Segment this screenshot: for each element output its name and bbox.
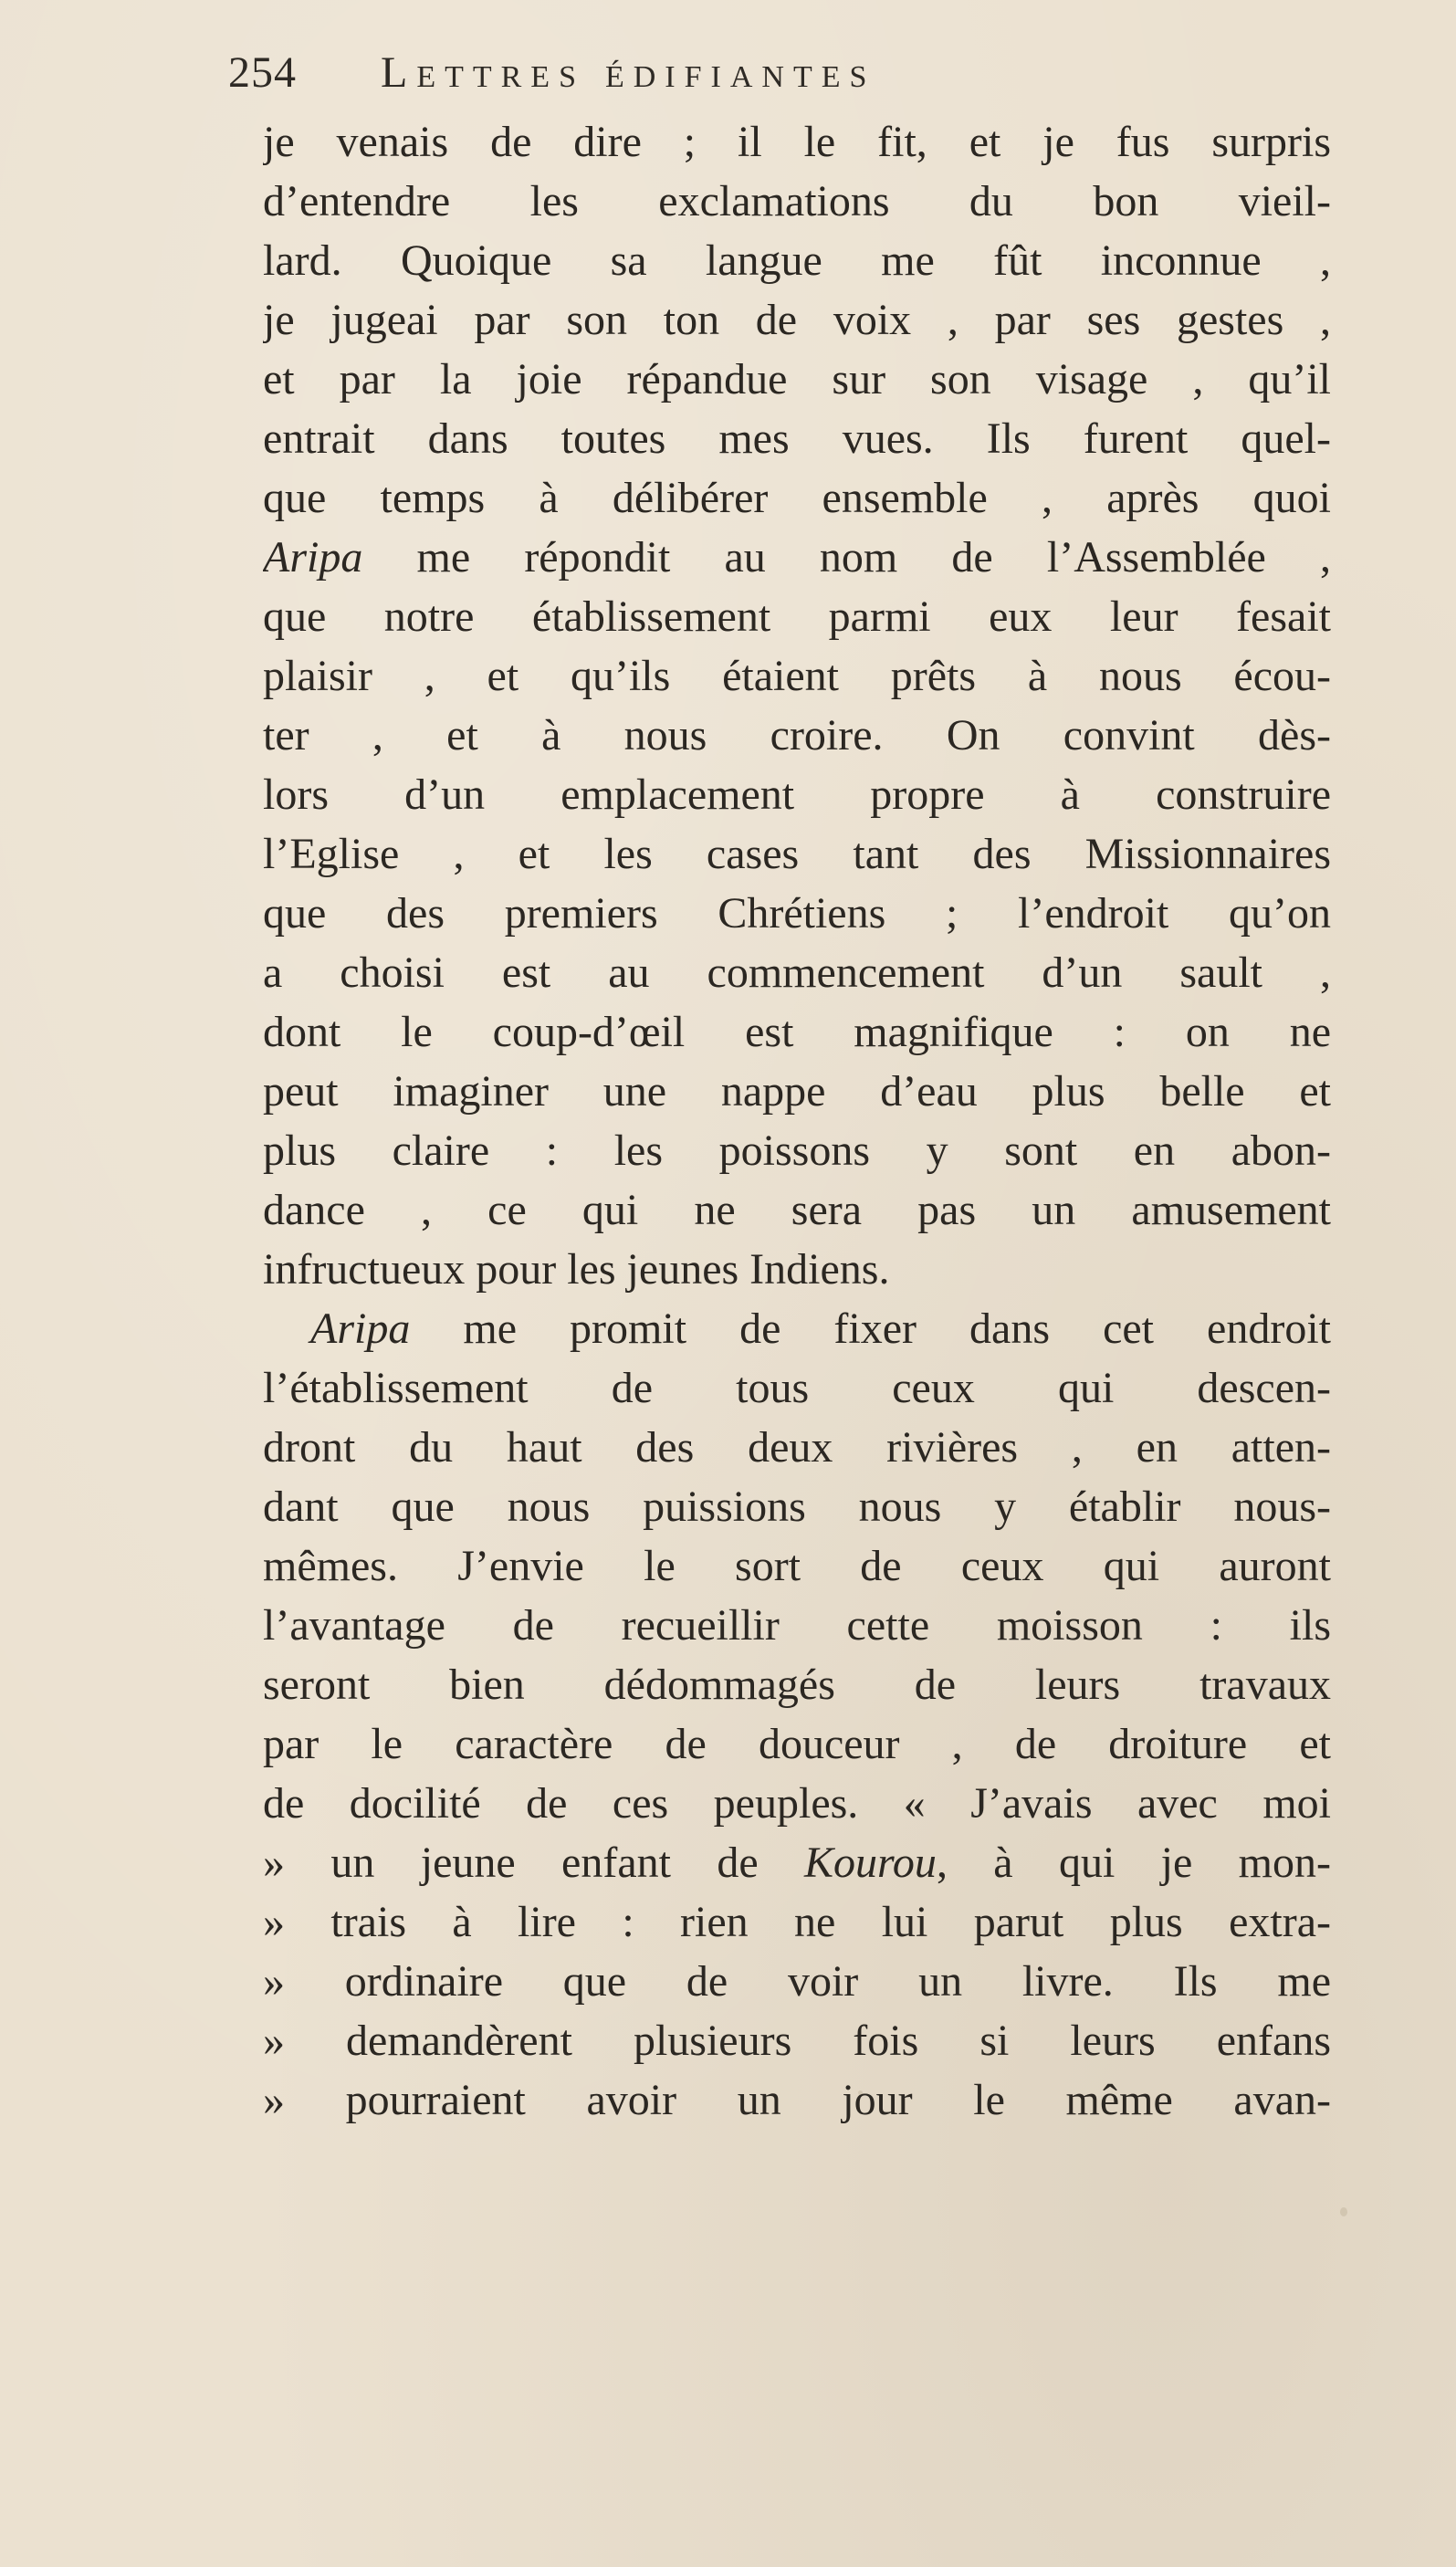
text-line: a choisi est au commencement d’un sault , bbox=[263, 948, 1331, 997]
body-text bbox=[263, 112, 1331, 2130]
running-head bbox=[228, 47, 1351, 111]
text-line: Aripa me répondit au nom de l’Assemblée , bbox=[263, 533, 1331, 582]
paper-stain bbox=[858, 2090, 863, 2095]
paper-stain bbox=[1340, 2207, 1347, 2216]
text-line: par le caractère de douceur , de droiture et bbox=[263, 1720, 1331, 1768]
text-line: lard. Quoique sa langue me fût inconnue , bbox=[263, 236, 1331, 285]
text-line: dance , ce qui ne sera pas un amusement bbox=[263, 1186, 1331, 1234]
text-line: de docilité de ces peuples. « J’avais avec moi bbox=[263, 1779, 1331, 1828]
text-line: ter , et à nous croire. On convint dès- bbox=[263, 711, 1331, 760]
text-line: plaisir , et qu’ils étaient prêts à nous écou- bbox=[263, 652, 1331, 700]
text-line: seront bien dédommagés de leurs travaux bbox=[263, 1661, 1331, 1709]
text-line: d’entendre les exclamations du bon vieil- bbox=[263, 177, 1331, 225]
text-line: » ordinaire que de voir un livre. Ils me bbox=[263, 1957, 1331, 2006]
text-line: dront du haut des deux rivières , en atten- bbox=[263, 1423, 1331, 1472]
text-line: » trais à lire : rien ne lui parut plus extra- bbox=[263, 1898, 1331, 1946]
text-line: dont le coup-d’œil est magnifique : on ne bbox=[263, 1008, 1331, 1056]
text-line: Aripa me promit de fixer dans cet endroit bbox=[310, 1304, 1331, 1353]
page-number: 254 bbox=[228, 48, 297, 97]
text-line: peut imaginer une nappe d’eau plus belle et bbox=[263, 1067, 1331, 1116]
text-line: » un jeune enfant de Kourou, à qui je mon- bbox=[263, 1839, 1331, 1887]
text-line: et par la joie répandue sur son visage , qu’il bbox=[263, 355, 1331, 403]
text-line: que temps à délibérer ensemble , après quoi bbox=[263, 474, 1331, 522]
text-line: je jugeai par son ton de voix , par ses gestes , bbox=[263, 296, 1331, 344]
text-line: » demandèrent plusieurs fois si leurs enfans bbox=[263, 2017, 1331, 2065]
text-line: lors d’un emplacement propre à construire bbox=[263, 770, 1331, 819]
text-line: infructueux pour les jeunes Indiens. bbox=[263, 1245, 890, 1294]
text-line: l’établissement de tous ceux qui descen- bbox=[263, 1364, 1331, 1412]
text-line: » pourraient avoir un jour le même avan- bbox=[263, 2076, 1331, 2124]
text-line: que notre établissement parmi eux leur fesait bbox=[263, 592, 1331, 641]
text-line: je venais de dire ; il le fit, et je fus surpris bbox=[263, 118, 1331, 166]
text-line: l’avantage de recueillir cette moisson : ils bbox=[263, 1601, 1331, 1650]
running-head-title: Lettres édifiantes bbox=[381, 48, 876, 97]
text-line: l’Eglise , et les cases tant des Missionnaires bbox=[263, 830, 1331, 878]
text-line: dant que nous puissions nous y établir nous- bbox=[263, 1483, 1331, 1531]
text-line: plus claire : les poissons y sont en abon- bbox=[263, 1126, 1331, 1175]
text-line: mêmes. J’envie le sort de ceux qui auront bbox=[263, 1542, 1331, 1590]
text-line: que des premiers Chrétiens ; l’endroit qu’on bbox=[263, 889, 1331, 938]
text-line: entrait dans toutes mes vues. Ils furent quel- bbox=[263, 414, 1331, 463]
